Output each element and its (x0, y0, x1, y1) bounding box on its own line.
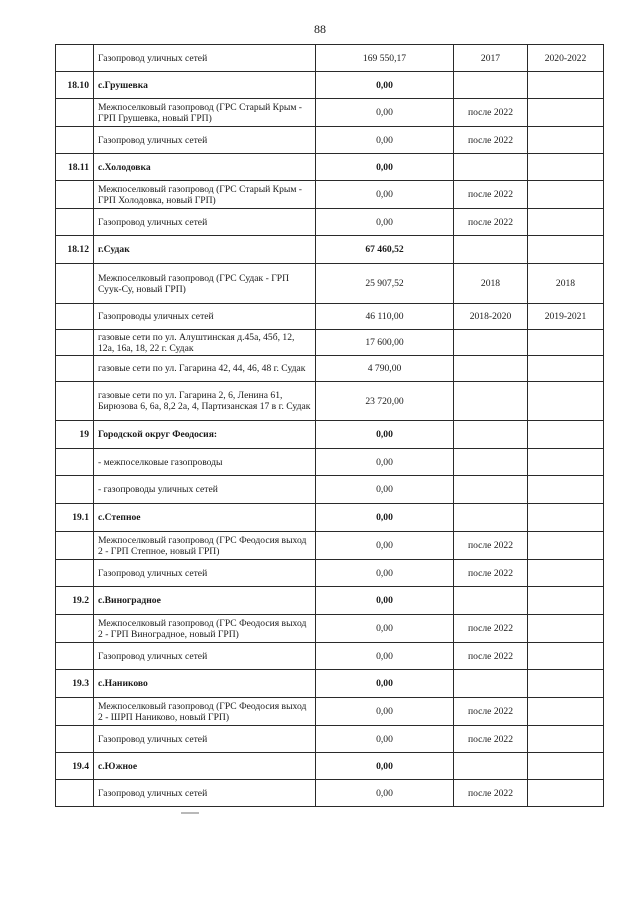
cell-end-period (528, 504, 604, 532)
cell-row-number (56, 615, 94, 643)
cell-end-period (528, 643, 604, 670)
table-row (56, 532, 604, 560)
cell-start-period (454, 330, 528, 356)
cell-end-period (528, 449, 604, 476)
cell-item-name: Газопровод уличных сетей (94, 643, 316, 670)
cell-amount: 0,00 (316, 127, 454, 154)
cell-item-name: Газопроводы уличных сетей (94, 304, 316, 330)
cell-end-period (528, 726, 604, 753)
cell-end-period (528, 330, 604, 356)
cell-end-period (528, 587, 604, 615)
cell-start-period (454, 587, 528, 615)
cell-amount: 0,00 (316, 615, 454, 643)
cell-end-period (528, 209, 604, 236)
cell-item-name: с.Холодовка (94, 154, 316, 181)
cell-start-period: после 2022 (454, 615, 528, 643)
cell-end-period: 2020-2022 (528, 45, 604, 72)
cell-start-period: после 2022 (454, 532, 528, 560)
table-row (56, 726, 604, 753)
table-row (56, 304, 604, 330)
table-row (56, 154, 604, 181)
cell-start-period (454, 72, 528, 99)
cell-row-number: 19.4 (56, 753, 94, 780)
cell-start-period (454, 236, 528, 264)
cell-end-period (528, 382, 604, 421)
cell-end-period (528, 532, 604, 560)
cell-item-name: - газопроводы уличных сетей (94, 476, 316, 504)
cell-amount: 0,00 (316, 532, 454, 560)
cell-amount: 0,00 (316, 99, 454, 127)
cell-start-period: после 2022 (454, 209, 528, 236)
table-body (56, 45, 604, 807)
cell-row-number (56, 726, 94, 753)
cell-amount: 17 600,00 (316, 330, 454, 356)
page-number: 88 (314, 22, 326, 36)
table-row (56, 670, 604, 698)
cell-end-period (528, 181, 604, 209)
cell-start-period: после 2022 (454, 99, 528, 127)
table-row (56, 264, 604, 304)
cell-item-name: с.Грушевка (94, 72, 316, 99)
cell-amount: 0,00 (316, 587, 454, 615)
table-row (56, 560, 604, 587)
cell-item-name: газовые сети по ул. Гагарина 2, 6, Ленина 61, Бирюзова 6, 6а, 8,2 2а, 4, Партизанская 17 в г. Судак (94, 382, 316, 421)
cell-start-period (454, 421, 528, 449)
cell-end-period (528, 476, 604, 504)
cell-row-number: 19.3 (56, 670, 94, 698)
cell-start-period (454, 504, 528, 532)
cell-amount: 0,00 (316, 670, 454, 698)
cell-amount: 25 907,52 (316, 264, 454, 304)
cell-amount: 4 790,00 (316, 356, 454, 382)
cell-amount: 0,00 (316, 753, 454, 780)
cell-end-period (528, 698, 604, 726)
cell-start-period: после 2022 (454, 726, 528, 753)
cell-end-period: 2019-2021 (528, 304, 604, 330)
cell-row-number (56, 449, 94, 476)
cell-row-number (56, 560, 94, 587)
cell-start-period: 2017 (454, 45, 528, 72)
cell-amount: 0,00 (316, 726, 454, 753)
cell-row-number (56, 127, 94, 154)
cell-start-period: 2018 (454, 264, 528, 304)
cell-amount: 0,00 (316, 698, 454, 726)
cell-row-number: 18.12 (56, 236, 94, 264)
cell-row-number (56, 382, 94, 421)
table-row (56, 476, 604, 504)
cell-item-name: Городской округ Феодосия: (94, 421, 316, 449)
cell-end-period (528, 421, 604, 449)
cell-row-number: 18.10 (56, 72, 94, 99)
cell-start-period: после 2022 (454, 560, 528, 587)
cell-end-period (528, 780, 604, 807)
cell-start-period: после 2022 (454, 780, 528, 807)
cell-row-number (56, 45, 94, 72)
cell-start-period (454, 476, 528, 504)
cell-item-name: Межпоселковый газопровод (ГРС Феодосия выход 2 - ГРП Степное, новый ГРП) (94, 532, 316, 560)
cell-item-name: Межпоселковый газопровод (ГРС Феодосия выход 2 - ГРП Виноградное, новый ГРП) (94, 615, 316, 643)
table-row (56, 753, 604, 780)
cell-item-name: - межпоселковые газопроводы (94, 449, 316, 476)
cell-item-name: Межпоселковый газопровод (ГРС Старый Крым - ГРП Грушевка, новый ГРП) (94, 99, 316, 127)
cell-item-name: г.Судак (94, 236, 316, 264)
table-row (56, 45, 604, 72)
cell-end-period (528, 615, 604, 643)
cell-start-period (454, 753, 528, 780)
cell-amount: 0,00 (316, 504, 454, 532)
cell-row-number (56, 99, 94, 127)
cell-end-period (528, 127, 604, 154)
table-row (56, 382, 604, 421)
table-row (56, 209, 604, 236)
cell-end-period (528, 356, 604, 382)
cell-item-name: с.Наниково (94, 670, 316, 698)
cell-amount: 67 460,52 (316, 236, 454, 264)
cell-amount: 0,00 (316, 780, 454, 807)
cell-row-number (56, 330, 94, 356)
cell-amount: 0,00 (316, 421, 454, 449)
table-row (56, 698, 604, 726)
cell-item-name: Газопровод уличных сетей (94, 209, 316, 236)
cell-start-period (454, 154, 528, 181)
cell-amount: 169 550,17 (316, 45, 454, 72)
cell-row-number (56, 209, 94, 236)
cell-item-name: Межпоселковый газопровод (ГРС Старый Крым - ГРП Холодовка, новый ГРП) (94, 181, 316, 209)
cell-end-period (528, 154, 604, 181)
cell-row-number: 18.11 (56, 154, 94, 181)
table-row (56, 504, 604, 532)
cell-row-number (56, 780, 94, 807)
cell-start-period: после 2022 (454, 698, 528, 726)
table-row (56, 236, 604, 264)
cell-item-name: с.Степное (94, 504, 316, 532)
cell-item-name: газовые сети по ул. Алуштинская д.45а, 45б, 12, 12а, 16а, 18, 22 г. Судак (94, 330, 316, 356)
table-row (56, 615, 604, 643)
table-row (56, 181, 604, 209)
cell-item-name: Газопровод уличных сетей (94, 726, 316, 753)
cell-item-name: Межпоселковый газопровод (ГРС Судак - ГРП Суук-Су, новый ГРП) (94, 264, 316, 304)
cell-amount: 0,00 (316, 643, 454, 670)
cell-start-period: после 2022 (454, 127, 528, 154)
table-row (56, 421, 604, 449)
cell-item-name: Газопровод уличных сетей (94, 45, 316, 72)
cell-amount: 0,00 (316, 476, 454, 504)
cell-end-period: 2018 (528, 264, 604, 304)
cell-row-number (56, 476, 94, 504)
gas-pipeline-table (55, 44, 604, 807)
table-row (56, 127, 604, 154)
cell-amount: 0,00 (316, 449, 454, 476)
cell-row-number (56, 643, 94, 670)
cell-amount: 0,00 (316, 560, 454, 587)
cell-item-name: с.Южное (94, 753, 316, 780)
cell-amount: 0,00 (316, 72, 454, 99)
cell-item-name: Межпоселковый газопровод (ГРС Феодосия выход 2 - ШРП Наниково, новый ГРП) (94, 698, 316, 726)
cell-row-number (56, 356, 94, 382)
table-row (56, 780, 604, 807)
cell-row-number: 19 (56, 421, 94, 449)
cell-item-name: с.Виноградное (94, 587, 316, 615)
cell-start-period (454, 449, 528, 476)
cell-row-number: 19.1 (56, 504, 94, 532)
table-row (56, 330, 604, 356)
cell-start-period (454, 670, 528, 698)
cell-amount: 0,00 (316, 209, 454, 236)
cell-row-number (56, 264, 94, 304)
cell-start-period (454, 356, 528, 382)
cell-row-number (56, 304, 94, 330)
cell-start-period: после 2022 (454, 181, 528, 209)
cell-start-period: после 2022 (454, 643, 528, 670)
table-row (56, 72, 604, 99)
cell-item-name: Газопровод уличных сетей (94, 127, 316, 154)
table-row (56, 356, 604, 382)
cell-start-period: 2018-2020 (454, 304, 528, 330)
cell-end-period (528, 753, 604, 780)
table-row (56, 99, 604, 127)
table-row (56, 587, 604, 615)
cell-item-name: Газопровод уличных сетей (94, 560, 316, 587)
cell-row-number (56, 532, 94, 560)
cell-row-number: 19.2 (56, 587, 94, 615)
cell-item-name: Газопровод уличных сетей (94, 780, 316, 807)
cell-end-period (528, 99, 604, 127)
cell-amount: 23 720,00 (316, 382, 454, 421)
cell-end-period (528, 560, 604, 587)
cell-row-number (56, 181, 94, 209)
cell-end-period (528, 72, 604, 99)
cell-start-period (454, 382, 528, 421)
table-row (56, 449, 604, 476)
scan-artifact (181, 812, 199, 814)
table-row (56, 643, 604, 670)
cell-end-period (528, 670, 604, 698)
cell-amount: 0,00 (316, 181, 454, 209)
cell-row-number (56, 698, 94, 726)
cell-amount: 0,00 (316, 154, 454, 181)
cell-amount: 46 110,00 (316, 304, 454, 330)
cell-end-period (528, 236, 604, 264)
cell-item-name: газовые сети по ул. Гагарина 42, 44, 46, 48 г. Судак (94, 356, 316, 382)
